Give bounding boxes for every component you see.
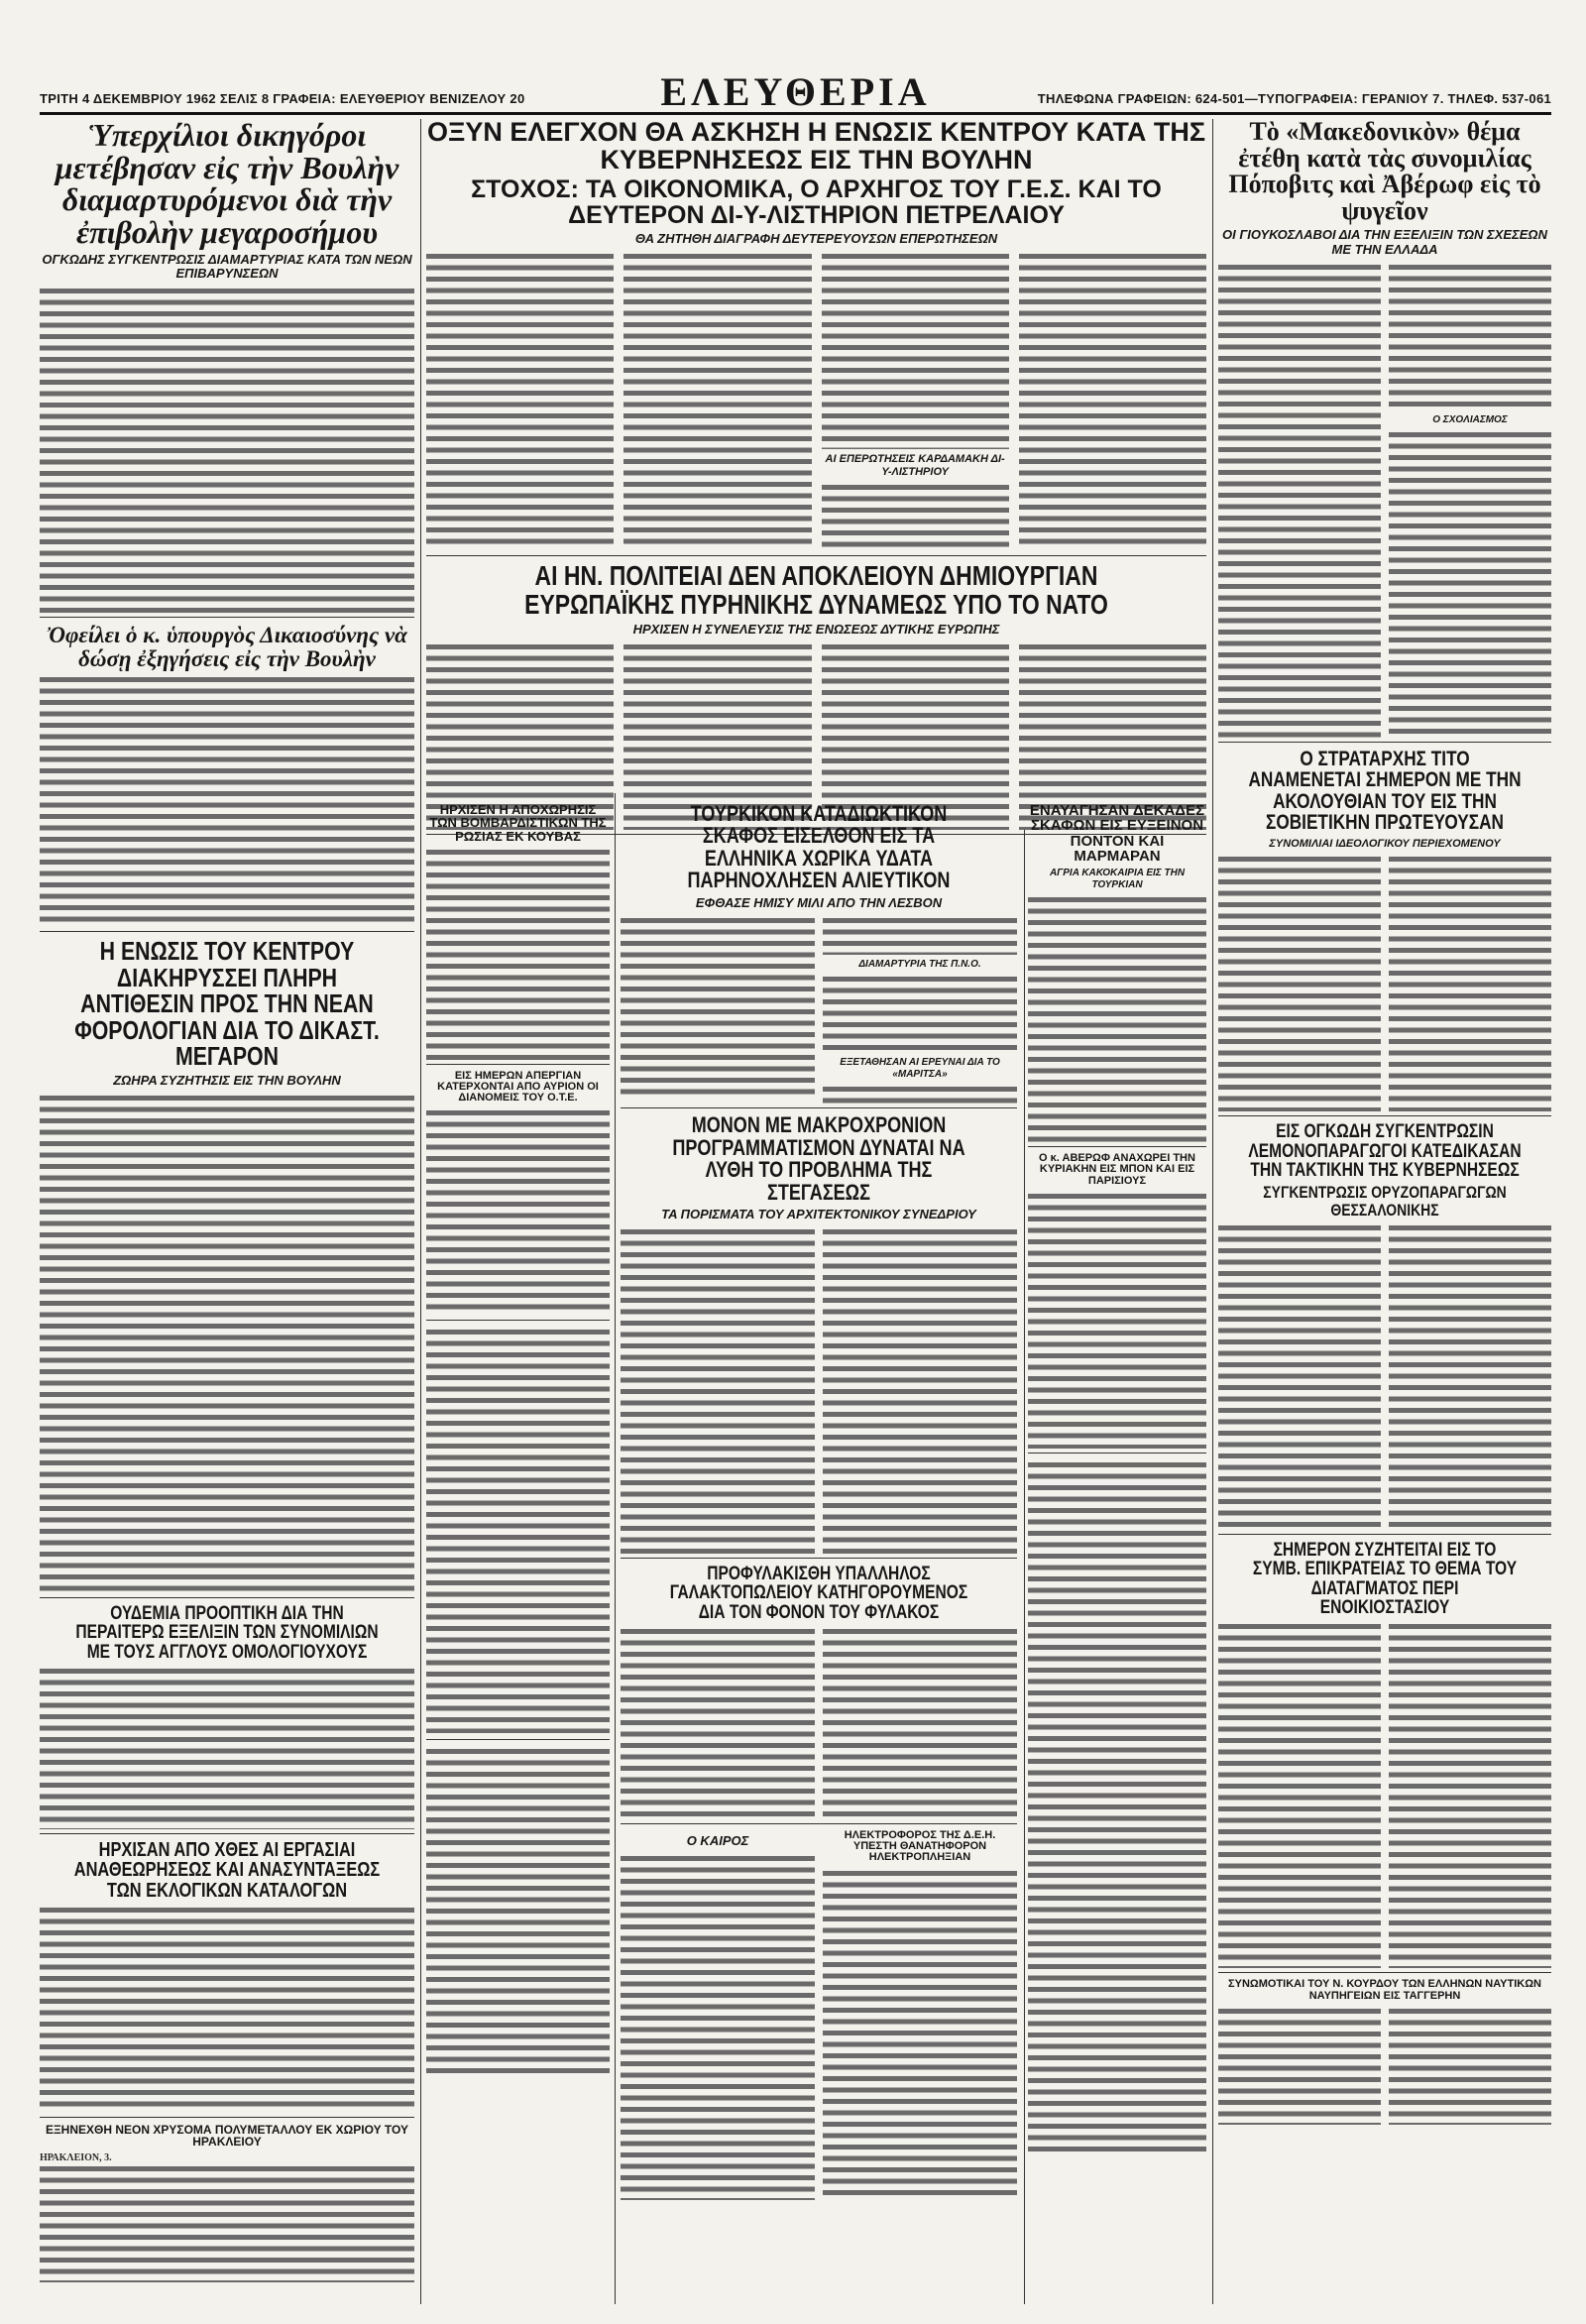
lawyers-subheadline: ΟΓΚΩΔΗΣ ΣΥΓΚΕΝΤΡΩΣΙΣ ΔΙΑΜΑΡΤΥΡΙΑΣ ΚΑΤΑ ΤΩΝ ΝΕΩΝ ΕΠΙΒΑΡΥΝΣΕΩΝ [42, 251, 412, 282]
article-body [1389, 262, 1551, 410]
bottom-briefs [621, 1830, 1017, 2200]
article-body [621, 1853, 815, 2200]
sailors-headline: ΣΥΝΩΜΟΤΙΚΑΙ ΤΟΥ Ν. ΚΟΥΡΔΟΥ ΤΩΝ ΕΛΛΗΝΩΝ ΝΑΥΤΙΚΩΝ ΝΑΥΠΗΓΕΙΩΝ ΕΙΣ ΤΑΓΓΕΡΗΝ [1228, 1978, 1541, 2002]
tito-body [1218, 854, 1551, 1111]
lead-box-column [822, 251, 1009, 551]
article-body [1389, 1222, 1551, 1530]
electoral-headline: ΗΡΧΙΣΑΝ ΑΠΟ ΧΘΕΣ ΑΙ ΕΡΓΑΣΙΑΙ ΑΝΑΘΕΩΡΗΣΕΩΣ ΚΑΙ ΑΝΑΣΥΝΤΑΞΕΩΣ ΤΩΝ ΕΚΛΟΓΙΚΩΝ ΚΑΤΑΛΟΓΩΝ [73, 1838, 381, 1902]
right-column [1218, 119, 1551, 2304]
article-body [1028, 1191, 1206, 1449]
lawyers-headline: Ὑπερχίλιοι δικηγόροι μετέβησαν εἰς τὴν Βουλὴν διαμαρτυρόμενοι διὰ τὴν ἐπιβολὴν μεγαροσήμου [55, 119, 399, 250]
lead-headline: ΟΞΥΝ ΕΛΕΓΧΟΝ ΘΑ ΑΣΚΗΣΗ Η ΕΝΩΣΙΣ ΚΕΝΤΡΟΥ ΚΑΤΑ ΤΗΣ ΚΥΒΕΡΝΗΣΕΩΣ ΕΙΣ ΤΗΝ ΒΟΥΛΗΝ [426, 119, 1206, 174]
lead-article [426, 119, 1206, 556]
center-union-headline: Η ΕΝΩΣΙΣ ΤΟΥ ΚΕΝΤΡΟΥ ΔΙΑΚΗΡΥΣΣΕΙ ΠΛΗΡΗ ΑΝΤΙΘΕΣΙΝ ΠΡΟΣ ΤΗΝ ΝΕΑΝ ΦΟΡΟΛΟΓΙΑΝ ΔΙΑ ΤΟ ΔΙΚΑΣΤ. ΜΕΓΑΡΟΝ [74, 936, 380, 1072]
lawyers-article [40, 119, 414, 618]
rent-headline: ΣΗΜΕΡΟΝ ΣΥΖΗΤΕΙΤΑΙ ΕΙΣ ΤΟ ΣΥΜΒ. ΕΠΙΚΡΑΤΕΙΑΣ ΤΟ ΘΕΜΑ ΤΟΥ ΔΙΑΤΑΓΜΑΤΟΣ ΠΕΡΙ ΕΝΟΙΚΙΟΣΤΑΣΙΟΥ [1252, 1539, 1518, 1619]
article-body [40, 1905, 414, 2113]
article-body [1028, 1459, 1206, 2153]
article-body [621, 1226, 815, 1554]
article-body [823, 974, 1017, 1053]
dei-article [823, 1830, 1017, 2200]
article-body [1218, 1222, 1381, 1530]
lemon-subheadline: ΣΥΓΚΕΝΤΡΩΣΙΣ ΟΡΥΖΟΠΑΡΑΓΩΓΩΝ ΘΕΣΣΑΛΟΝΙΚΗΣ [1263, 1183, 1507, 1220]
article-body [822, 251, 1009, 449]
tito-headline: Ο ΣΤΡΑΤΑΡΧΗΣ ΤΙΤΟ ΑΝΑΜΕΝΕΤΑΙ ΣΗΜΕΡΟΝ ΜΕ ΤΗΝ ΑΚΟΛΟΥΘΙΑΝ ΤΟΥ ΕΙΣ ΤΗΝ ΣΟΒΙΕΤΙΚΗΝ ΠΡΩΤΕΥΟΥΣΑΝ [1248, 747, 1522, 835]
lead-box-heading: ΑΙ ΕΠΕΡΩΤΗΣΕΙΣ ΚΑΡΔΑΜΑΚΗ ΔΙ-Υ-ΛΙΣΤΗΡΙΟΥ [825, 453, 1005, 478]
ships-article [1028, 803, 1206, 1147]
macedonian-body [1218, 262, 1551, 738]
article-body [1028, 894, 1206, 1142]
tito-subheadline: ΣΥΝΟΜΙΛΙΑΙ ΙΔΕΟΛΟΓΙΚΟΥ ΠΕΡΙΕΧΟΜΕΝΟΥ [1269, 837, 1501, 850]
article-body [823, 1868, 1017, 2195]
article-body [426, 1746, 610, 2073]
center-column [426, 119, 1206, 2304]
article-body [1019, 251, 1206, 548]
turkish-stack [621, 803, 1017, 2200]
dairy-headline: ΠΡΟΦΥΛΑΚΙΣΘΗ ΥΠΑΛΛΗΛΟΣ ΓΑΛΑΚΤΟΠΩΛΕΙΟΥ ΚΑΤΗΓΟΡΟΥΜΕΝΟΣ ΔΙΑ ΤΟΝ ΦΟΝΟΝ ΤΟΥ ΦΥΛΑΚΟΣ [669, 1563, 968, 1623]
dairy-article [621, 1565, 1017, 1824]
averof-box-article [1028, 1153, 1206, 1453]
tito-article [1218, 749, 1551, 1116]
ships-subheadline: ΑΓΡΙΑ ΚΑΚΟΚΑΙΡΙΑ ΕΙΣ ΤΗΝ ΤΟΥΡΚΙΑΝ [1049, 868, 1186, 890]
masthead-contact-info: ΤΗΛΕΦΩΝΑ ΓΡΑΦΕΙΩΝ: 624-501—ΤΥΠΟΓΡΑΦΕΙΑ: ΓΕΡΑΝΙΟΥ 7. ΤΗΛΕΦ. 537-061 [1037, 91, 1551, 106]
averof-box-headline: Ο κ. ΑΒΕΡΩΦ ΑΝΑΧΩΡΕΙ ΤΗΝ ΚΥΡΙΑΚΗΝ ΕΙΣ ΜΠΟΝ ΚΑΙ ΕΙΣ ΠΑΡΙΣΙΟΥΣ [1039, 1152, 1195, 1187]
ships-headline: ΕΝΑΥΑΓΗΣΑΝ ΔΕΚΑΔΕΣ ΣΚΑΦΩΝ ΕΙΣ ΕΥΞΕΙΝΟΝ ΠΟΝΤΟΝ ΚΑΙ ΜΑΡΜΑΡΑΝ [1029, 802, 1205, 865]
article-body [40, 1666, 414, 1829]
housing-article [621, 1114, 1017, 1559]
macedonian-box-column [1389, 262, 1551, 738]
article-body [822, 482, 1009, 551]
bombardments-headline: ΗΡΧΙΣΕΝ Η ΑΠΟΧΩΡΗΣΙΣ ΤΩΝ ΒΟΜΒΑΡΔΙΣΤΙΚΩΝ ΤΗΣ ΡΩΣΙΑΣ ΕΚ ΚΟΥΒΑΣ [429, 802, 607, 844]
macedonian-article [1218, 119, 1551, 743]
divider [426, 1739, 610, 1740]
article-body [1218, 1621, 1381, 1968]
bombardments-article [426, 803, 610, 1065]
lead-deck: ΣΤΟΧΟΣ: ΤΑ ΟΙΚΟΝΟΜΙΚΑ, Ο ΑΡΧΗΓΟΣ ΤΟΥ Γ.Ε.Σ. ΚΑΙ ΤΟ ΔΕΥΤΕΡΟΝ ΔΙ-Υ-ΛΙΣΤΗΡΙΟΝ ΠΕΤΡΕΛΑΙΟΥ [471, 175, 1162, 229]
article-body [1389, 2006, 1551, 2125]
article-body [40, 674, 414, 927]
article-body [1218, 2006, 1381, 2125]
heraklion-dateline: ΗΡΑΚΛΕΙΟΝ, 3. [40, 2151, 112, 2163]
turkish-body [621, 915, 1017, 1104]
electoral-article [40, 1840, 414, 2118]
macedonian-box-heading: Ο ΣΧΟΛΙΑΣΜΟΣ [1432, 413, 1508, 425]
lead-subheadline: ΘΑ ΖΗΤΗΘΗ ΔΙΑΓΡΑΦΗ ΔΕΥΤΕΡΕΥΟΥΣΩΝ ΕΠΕΡΩΤΗΣΕΩΝ [634, 231, 998, 247]
turkish-box1-heading: ΔΙΑΜΑΡΤΥΡΙΑ ΤΗΣ Π.Ν.Ο. [858, 958, 981, 970]
article-body [40, 2163, 414, 2282]
newspaper-title: ΕΛΕΥΘΕΡΙΑ [660, 69, 931, 114]
lemon-headline: ΕΙΣ ΟΓΚΩΔΗ ΣΥΓΚΕΝΤΡΩΣΙΝ ΛΕΜΟΝΟΠΑΡΑΓΩΓΟΙ ΚΑΤΕΔΙΚΑΣΑΝ ΤΗΝ ΤΑΚΤΙΚΗΝ ΤΗΣ ΚΥΒΕΡΝΗΣΕΩΣ [1248, 1121, 1522, 1181]
masthead-date-info: ΤΡΙΤΗ 4 ΔΕΚΕΜΒΡΙΟΥ 1962 ΣΕΛΙΣ 8 ΓΡΑΦΕΙΑ: ΕΛΕΥΘΕΡΙΟΥ ΒΕΝΙΖΕΛΟΥ 20 [40, 91, 525, 106]
article-body [823, 1226, 1017, 1554]
article-body [40, 286, 414, 613]
article-body [426, 847, 610, 1060]
macedonian-headline: Τὸ «Μακεδονικὸν» θέμα ἐτέθη κατὰ τὰς συνομιλίας Πόποβιτς καὶ Ἀβέρωφ εἰς τὸ ψυγεῖον [1228, 119, 1541, 225]
lemon-body [1218, 1222, 1551, 1530]
ships-stack [1028, 803, 1206, 2153]
nato-article [426, 562, 1206, 835]
housing-body [621, 1226, 1017, 1554]
article-body [1218, 262, 1381, 738]
macedonian-subheadline: ΟΙ ΓΙΟΥΚΟΣΛΑΒΟΙ ΔΙΑ ΤΗΝ ΕΞΕΛΙΞΙΝ ΤΩΝ ΣΧΕΣΕΩΝ ΜΕ ΤΗΝ ΕΛΛΑΔΑ [1222, 227, 1547, 257]
article-body [823, 1084, 1017, 1104]
center-union-subheadline: ΖΩΗΡΑ ΣΥΖΗΤΗΣΙΣ ΕΙΣ ΤΗΝ ΒΟΥΛΗΝ [113, 1072, 341, 1088]
rent-article [1218, 1541, 1551, 1974]
lemon-article [1218, 1122, 1551, 1535]
sailors-body [1218, 2006, 1551, 2125]
article-body [426, 1107, 610, 1316]
gold-coins-article [40, 1604, 414, 1834]
rent-body [1218, 1621, 1551, 1968]
minister-article [40, 624, 414, 932]
dei-headline: ΗΛΕΚΤΡΟΦΟΡΟΣ ΤΗΣ Δ.Ε.Η. ΥΠΕΣΤΗ ΘΑΝΑΤΗΦΟΡΟΝ ΗΛΕΚΤΡΟΠΛΗΞΙΑΝ [844, 1829, 996, 1864]
nato-subheadline: ΗΡΧΙΣΕΝ Η ΣΥΝΕΛΕΥΣΙΣ ΤΗΣ ΕΝΩΣΕΩΣ ΔΥΤΙΚΗΣ ΕΥΡΩΠΗΣ [632, 622, 1000, 638]
heraklion-headline: ΕΞΗΝΕΧΘΗ ΝΕΟΝ ΧΡΥΣΟΜΑ ΠΟΛΥΜΕΤΑΛΛΟΥ ΕΚ ΧΩΡΙΟΥ ΤΟΥ ΗΡΑΚΛΕΙΟΥ [45, 2123, 409, 2150]
left-column [40, 119, 414, 2304]
weather-article [621, 1830, 815, 2200]
turkish-box2-heading: ΕΞΕΤΑΘΗΣΑΝ ΑΙ ΕΡΕΥΝΑΙ ΔΙΑ ΤΟ «ΜΑΡΙΤΣΑ» [840, 1057, 1000, 1080]
article-body [1389, 1621, 1551, 1968]
article-body [1389, 854, 1551, 1111]
turkish-headline: ΤΟΥΡΚΙΚΟΝ ΚΑΤΑΔΙΩΚΤΙΚΟΝ ΣΚΑΦΟΣ ΕΙΣΕΛΘΟΝ ΕΙΣ ΤΑ ΕΛΛΗΝΙΚΑ ΧΩΡΙΚΑ ΥΔΑΤΑ ΠΑΡΗΝΟΧΛΗΣΕΝ ΑΛΙΕΥΤΙΚΟΝ [687, 801, 951, 893]
housing-headline: ΜΟΝΟΝ ΜΕ ΜΑΚΡΟΧΡΟΝΙΟΝ ΠΡΟΓΡΑΜΜΑΤΙΣΜΟΝ ΔΥΝΑΤΑΙ ΝΑ ΛΥΘΗ ΤΟ ΠΡΟΒΛΗΜΑ ΤΗΣ ΣΤΕΓΑΣΕΩΣ [672, 1112, 965, 1205]
article-body [621, 1626, 815, 1819]
article-body [1389, 429, 1551, 737]
ote-headline: ΕΙΣ ΗΜΕΡΩΝ ΑΠΕΡΓΙΑΝ ΚΑΤΕΡΧΟΝΤΑΙ ΑΠΟ ΑΥΡΙΟΝ ΟΙ ΔΙΑΝΟΜΕΙΣ ΤΟΥ Ο.Τ.Ε. [437, 1069, 599, 1104]
weather-headline: Ο ΚΑΙΡΟΣ [686, 1833, 749, 1848]
lead-body [426, 251, 1206, 551]
gold-coins-headline: ΟΥΔΕΜΙΑ ΠΡΟΟΠΤΙΚΗ ΔΙΑ ΤΗΝ ΠΕΡΑΙΤΕΡΩ ΕΞΕΛΙΞΙΝ ΤΩΝ ΣΥΝΟΜΙΛΙΩΝ ΜΕ ΤΟΥΣ ΑΓΓΛΟΥΣ ΟΜΟΛΟΓΙΟΥΧΟΥΣ [75, 1602, 379, 1663]
article-body [621, 915, 815, 1099]
article-body [426, 1327, 610, 1733]
center-union-article [40, 938, 414, 1598]
nato-headline: ΑΙ ΗΝ. ΠΟΛΙΤΕΙΑΙ ΔΕΝ ΑΠΟΚΛΕΙΟΥΝ ΔΗΜΙΟΥΡΓΙΑΝ ΕΥΡΩΠΑΪΚΗΣ ΠΥΡΗΝΙΚΗΣ ΔΥΝΑΜΕΩΣ ΥΠΟ ΤΟ ΝΑΤΟ [524, 560, 1108, 620]
turkish-article [621, 803, 1017, 1108]
article-body [823, 915, 1017, 955]
minister-headline: Ὀφείλει ὁ κ. ὑπουργὸς Δικαιοσύνης νὰ δώσῃ ἐξηγήσεις εἰς τὴν Βουλὴν [47, 623, 407, 671]
bombardment-stack [426, 803, 610, 2073]
article-body [623, 251, 811, 548]
article-body [426, 251, 614, 548]
housing-subheadline: ΤΑ ΠΟΡΙΣΜΑΤΑ ΤΟΥ ΑΡΧΙΤΕΚΤΟΝΙΚΟΥ ΣΥΝΕΔΡΙΟΥ [661, 1206, 976, 1221]
article-body [1218, 854, 1381, 1111]
masthead [40, 69, 1551, 115]
article-body [40, 1093, 414, 1593]
column-divider [1212, 119, 1213, 2304]
article-body [823, 1626, 1017, 1819]
ote-article [426, 1071, 610, 1322]
heraklion-article [40, 2124, 414, 2282]
turkish-subheadline: ΕΦΘΑΣΕ ΗΜΙΣΥ ΜΙΛΙ ΑΠΟ ΤΗΝ ΛΕΣΒΟΝ [695, 894, 943, 910]
sailors-article [1218, 1979, 1551, 2124]
dairy-body [621, 1626, 1017, 1819]
turkish-box-column [823, 915, 1017, 1104]
column-divider [420, 119, 421, 2304]
